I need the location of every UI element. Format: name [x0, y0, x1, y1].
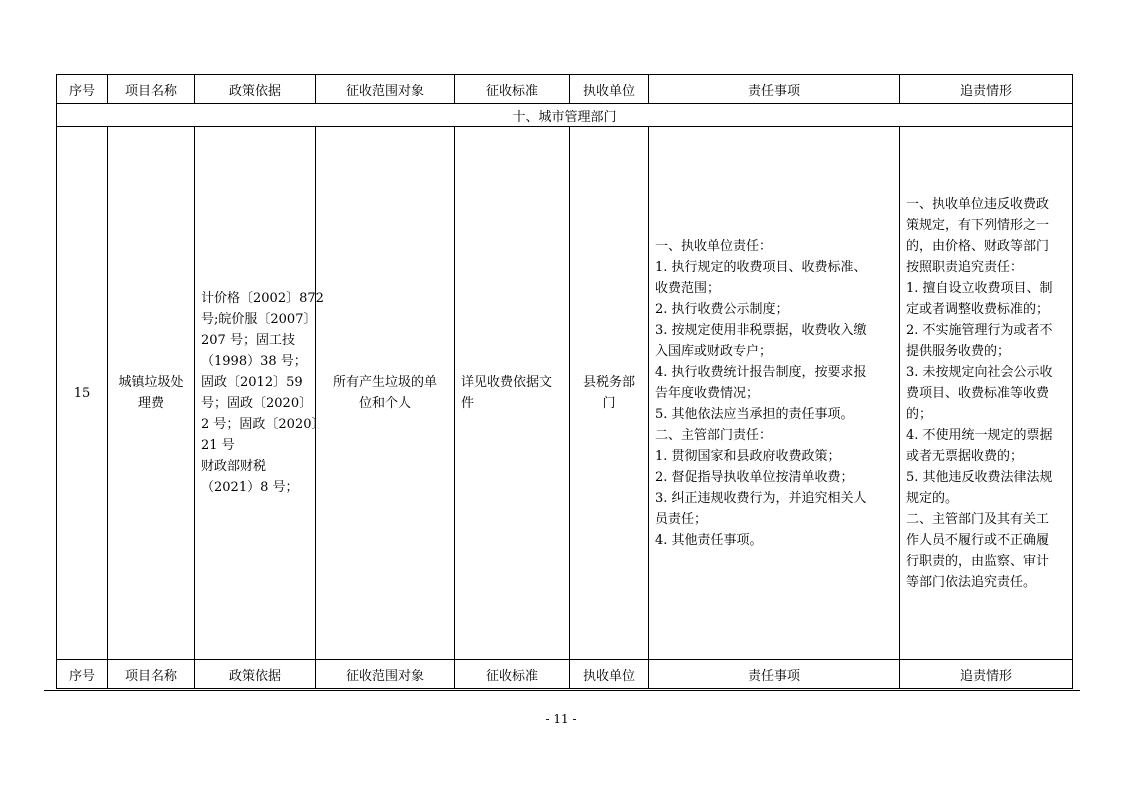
duty-line: 3. 纠正违规收费行为，并追究相关人	[655, 490, 867, 506]
footer-header-cell-index: 序号	[57, 660, 108, 689]
scope-line: 所有产生垃圾的单	[332, 375, 437, 390]
accountability-line: 2. 不实施管理行为或者不	[906, 322, 1053, 338]
row-collecting-unit	[570, 127, 649, 660]
duty-line: 4. 执行收费统计报告制度，按要求报	[655, 364, 867, 380]
footer-header-cell-standard: 征收标准	[455, 660, 570, 689]
duty-line: 2. 督促指导执收单位按清单收费；	[655, 469, 854, 485]
duty-line: 5. 其他依法应当承担的责任事项。	[655, 406, 854, 422]
header-cell-index: 序号	[57, 75, 108, 104]
accountability-line: 5. 其他违反收费法律法规	[906, 469, 1053, 485]
footer-header-cell-scope: 征收范围对象	[316, 660, 455, 689]
accountability-line: 行职责的，由监察、审计	[906, 553, 1050, 569]
duty-line: 1. 执行规定的收费项目、收费标准、	[655, 259, 867, 275]
accountability-line: 1. 擅自设立收费项目、制	[906, 280, 1053, 296]
duty-line: 2. 执行收费公示制度；	[655, 301, 789, 317]
duty-line: 收费范围；	[655, 280, 721, 296]
accountability-line: 费项目、收费标准等收费	[906, 385, 1050, 401]
policy-line: （2021）8 号；	[201, 480, 299, 495]
footer-header-cell-name: 项目名称	[108, 660, 195, 689]
accountability-line: 等部门依法追究责任。	[906, 574, 1037, 590]
header-cell-scope: 征收范围对象	[316, 75, 455, 104]
row-accountability	[900, 127, 1073, 660]
row-duties	[649, 127, 900, 660]
footer-header-cell-unit: 执收单位	[570, 660, 649, 689]
header-cell-policy: 政策依据	[195, 75, 316, 104]
duty-line: 员责任；	[655, 511, 708, 527]
policy-line: 计价格〔2002〕872	[201, 291, 324, 306]
header-cell-name: 项目名称	[108, 75, 195, 104]
accountability-line: 提供服务收费的；	[906, 343, 1011, 359]
standard-line: 详见收费依据文	[461, 375, 553, 390]
policy-line: 财政部财税	[201, 459, 267, 474]
policy-line: 固政〔2012〕59	[201, 375, 303, 390]
row-scope	[316, 127, 455, 660]
accountability-line: 二、主管部门及其有关工	[906, 511, 1050, 527]
row-index: 15	[57, 127, 108, 660]
accountability-line: 的；	[906, 406, 933, 422]
bottom-divider	[44, 690, 1080, 691]
policy-line: （1998）38 号；	[201, 354, 307, 369]
accountability-line: 策规定，有下列情形之一	[906, 217, 1050, 233]
policy-line: 207 号；固工技	[201, 333, 295, 348]
accountability-line: 或者无票据收费的；	[906, 448, 1024, 464]
policy-line: 21 号	[201, 438, 235, 453]
page-number: - 11 -	[545, 712, 577, 726]
unit-line: 门	[602, 396, 616, 411]
footer-header-cell-duty: 责任事项	[649, 660, 900, 689]
section-title: 十、城市管理部门	[57, 104, 1073, 127]
standard-line: 件	[461, 396, 475, 411]
table-header-row	[57, 75, 1073, 104]
policy-line: 号;皖价服〔2007〕	[201, 312, 317, 327]
duty-line: 4. 其他责任事项。	[655, 532, 763, 548]
duty-line: 入国库或财政专户；	[655, 343, 773, 359]
accountability-line: 规定的。	[906, 490, 959, 506]
duty-line: 3. 按规定使用非税票据，收费收入缴	[655, 322, 867, 338]
table-row	[57, 127, 1073, 660]
row-project-name	[108, 127, 195, 660]
header-cell-duty: 责任事项	[649, 75, 900, 104]
duty-line: 告年度收费情况；	[655, 385, 760, 401]
accountability-line: 3. 未按规定向社会公示收	[906, 364, 1053, 380]
duty-line: 1. 贯彻国家和县政府收费政策；	[655, 448, 841, 464]
policy-line: 号；固政〔2020〕	[201, 396, 313, 411]
table-footer-header-row	[57, 660, 1073, 689]
duty-line: 二、主管部门责任：	[655, 427, 773, 443]
row-policy-basis	[195, 127, 325, 660]
accountability-line: 按照职责追究责任：	[906, 259, 1024, 275]
project-name-line: 理费	[137, 396, 164, 411]
scope-line: 位和个人	[358, 396, 411, 411]
footer-header-cell-policy: 政策依据	[195, 660, 316, 689]
policy-line: 2 号；固政〔2020〕	[201, 417, 325, 432]
accountability-line: 一、执收单位违反收费政	[906, 196, 1050, 212]
header-cell-accountability: 追责情形	[900, 75, 1073, 104]
accountability-line: 作人员不履行或不正确履	[906, 532, 1050, 548]
unit-line: 县税务部	[582, 375, 635, 390]
accountability-line: 的，由价格、财政等部门	[906, 238, 1050, 254]
accountability-line: 定或者调整收费标准的；	[906, 301, 1050, 317]
footer-header-cell-accountability: 追责情形	[900, 660, 1073, 689]
fee-list-table	[56, 74, 1073, 689]
section-row	[57, 104, 1073, 127]
header-cell-unit: 执收单位	[570, 75, 649, 104]
header-cell-standard: 征收标准	[455, 75, 570, 104]
project-name-line: 城镇垃圾处	[118, 375, 184, 390]
duty-line: 一、执收单位责任：	[655, 238, 773, 254]
row-standard	[455, 127, 570, 660]
accountability-line: 4. 不使用统一规定的票据	[906, 427, 1053, 443]
